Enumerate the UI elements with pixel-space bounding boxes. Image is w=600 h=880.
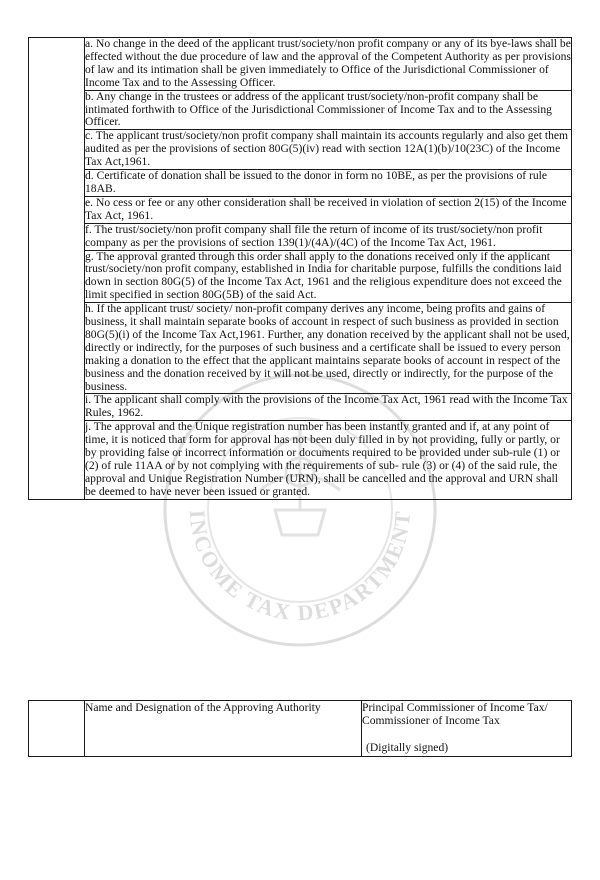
condition-g: g. The approval granted through this order shall apply to the donations received only if the applicant trust/society/non profit company, established in India for charitable purpose, fulfills the conditions laid down in section 80G(5) of the Income Tax Act, 1961 and the religious expenditure does not exceed the limit specified in section 80G(5B) of the said Act.: [85, 250, 572, 303]
approving-authority-table: [28, 700, 572, 757]
empty-left-column: [29, 701, 85, 757]
condition-row: [29, 90, 572, 130]
condition-i: i. The applicant shall comply with the provisions of the Income Tax Act, 1961 read with the Income Tax Rules, 1962.: [85, 394, 572, 421]
empty-left-column: [29, 38, 85, 500]
condition-b: b. Any change in the trustees or address of the applicant trust/society/non-profit company shall be intimated forthwith to Office of the Jurisdictional Commissioner of Income Tax and to the Assessing Officer.: [85, 90, 572, 130]
condition-row: [29, 196, 572, 223]
conditions-table: [28, 37, 572, 500]
condition-row: [29, 421, 572, 499]
condition-c: c. The applicant trust/society/non profit company shall maintain its accounts regularly and also get them audited as per the provisions of section 80G(5)(iv) read with section 12A(1)(b)/10(23C) of the Income Tax Act,1961.: [85, 130, 572, 170]
condition-row: [29, 394, 572, 421]
condition-row: [29, 170, 572, 197]
svg-text:INCOME TAX DEPARTMENT: [185, 509, 415, 626]
approving-authority-label: Name and Designation of the Approving Authority: [85, 701, 362, 757]
condition-row: [29, 303, 572, 394]
condition-e: e. No cess or fee or any other consideration shall be received in violation of section 2(15) of the Income Tax Act, 1961.: [85, 196, 572, 223]
condition-d: d. Certificate of donation shall be issued to the donor in form no 10BE, as per the provisions of rule 18AB.: [85, 170, 572, 197]
condition-j: j. The approval and the Unique registration number has been instantly granted and if, at any point of time, it is noticed that form for approval has not been duly filled in by not providing, fully or partly, or by providing false or incorrect information or documents required to be provided under sub-rule (1) or (2) of rule 11AA or by not complying with the requirements of sub- rule (3) or (4) of the said rule, the approval and Unique Registration Number (URN), shall be cancelled and the approval and URN shall be deemed to have never been issued or granted.: [85, 421, 572, 499]
watermark-text: INCOME TAX DEPARTMENT: [184, 508, 416, 626]
approving-authority-row: [29, 701, 572, 757]
digital-signature-note: (Digitally signed): [366, 741, 449, 754]
condition-row: [29, 130, 572, 170]
condition-h: h. If the applicant trust/ society/ non-profit company derives any income, being profits and gains of business, it shall maintain separate books of account in respect of such business as provided in section 80G(5)(i) of the Income Tax Act,1961. Further, any donation received by the applicant shall not be used, directly or indirectly, for the purposes of such business and a certificate shall be issued to every person making a donation to the effect that the applicant maintains separate books of account in respect of the business and the donation received by it will not be used, directly or indirectly, for the purpose of the business.: [85, 302, 570, 393]
condition-row: [29, 223, 572, 250]
condition-row: [29, 38, 572, 91]
condition-row: [29, 250, 572, 303]
condition-f: f. The trust/society/non profit company shall file the return of income of its trust/society/non profit company as per the provisions of section 139(1)/(4A)/(4C) of the Income Tax Act, 1961.: [85, 223, 572, 250]
approving-authority-designation: Principal Commissioner of Income Tax/ Commissioner of Income Tax: [362, 701, 548, 727]
condition-a: a. No change in the deed of the applicant trust/society/non profit company or any of its bye-laws shall be effected without the due procedure of law and the approval of the Competent Authority as per provisions of law and its intimation shall be given immediately to Office of the Jurisdictional Commissioner of Income Tax and to the Assessing Officer.: [85, 37, 571, 89]
approving-authority-designation-cell: [362, 701, 572, 757]
